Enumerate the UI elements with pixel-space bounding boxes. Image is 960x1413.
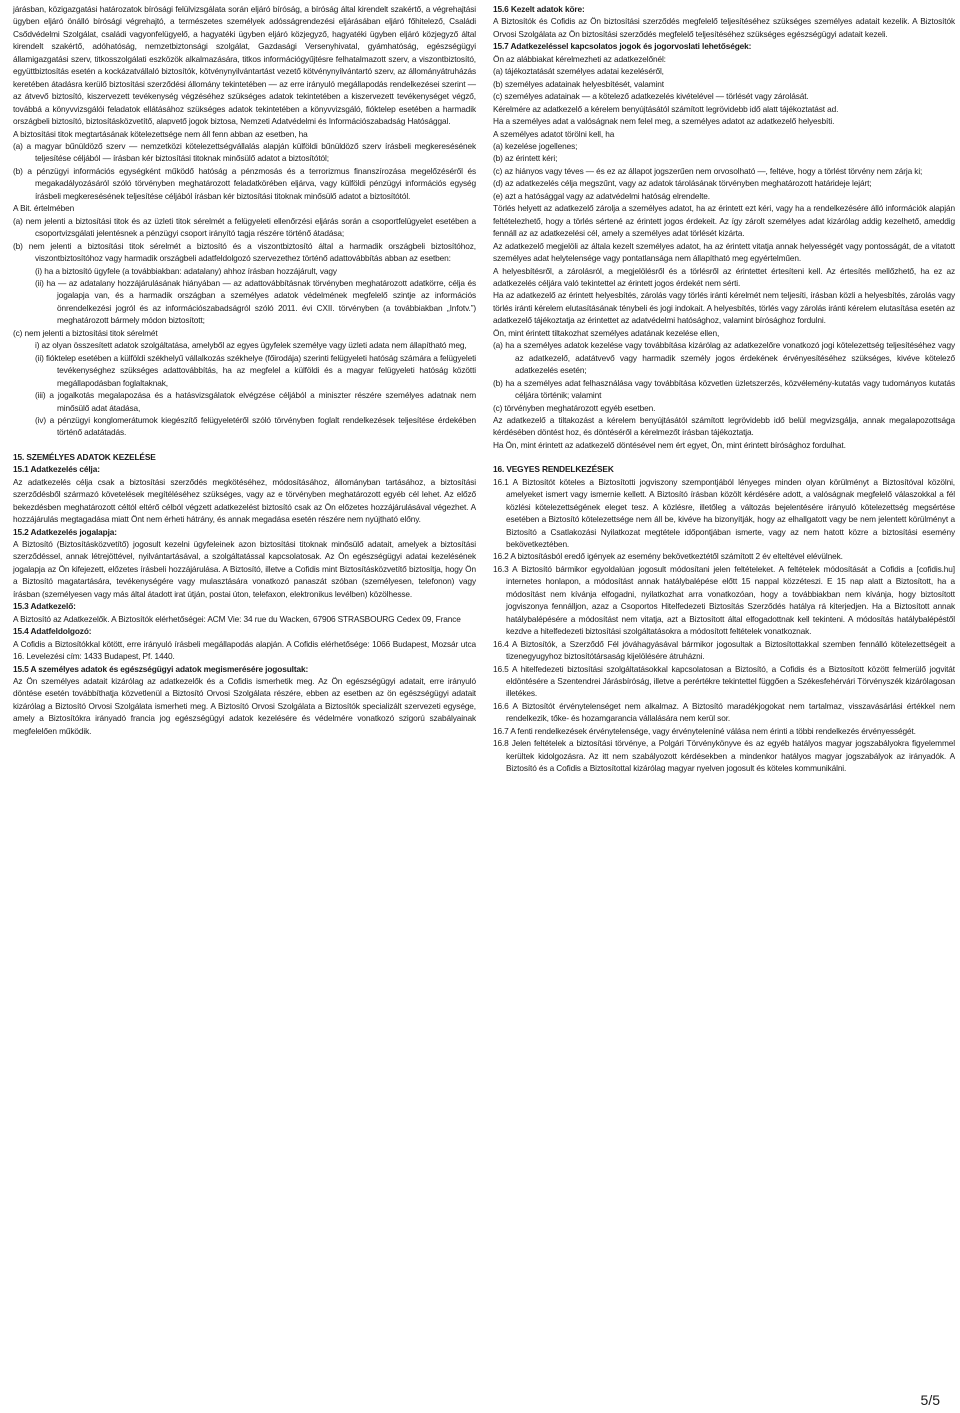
list-item: (b) a pénzügyi információs egységként működő hatóság a pénzmosás és a terrorizmus finanszírozása megelőzéséről és megakadályozásáról szóló törvényben meghatározott feladatkörében eljárva, vagy külföldi pénzügyi információs egység írásbeli megkeresésének teljesítése céljából írásban kér biztosítási titoknak minősülő adatot a biztosítótól. [13, 165, 476, 201]
list-item: (iv) a pénzügyi konglomerátumok kiegészítő felügyeletéről szóló törvényben foglalt rendelkezések teljesítése érdekében történő adatátadás. [35, 414, 476, 438]
section-heading: 15.2 Adatkezelés jogalapja: [13, 526, 117, 537]
paragraph: Ön az alábbiakat kérelmezheti az adatkezelőnél: [493, 53, 666, 64]
paragraph: Kérelmére az adatkezelő a kérelem benyújtásától számított legrövidebb idő alatt tájékoztatást ad. [493, 103, 839, 114]
paragraph: A személyes adatot törölni kell, ha [493, 128, 615, 139]
numbered-clause: 16.4 A Biztosítók, a Szerződő Fél jóváhagyásával bármikor jogosultak a Biztosítottakkal szemben fennálló kötelezettségeit a tizenegyugyhoz biztosítótársaság kijelölésére átruházni. [493, 638, 955, 662]
list-item: (b) nem jelenti a biztosítási titok sérelmét a biztosító és a viszontbiztosító által a harmadik országbeli biztosítóhoz, viszontbiztosítóhoz vagy harmadik országbeli adatfeldolgozó szervezethez történő adattovábbítás abban az esetben: [13, 240, 476, 264]
paragraph: A Bit. értelmében [13, 203, 75, 214]
paragraph: Ha Ön, mint érintett az adatkezelő döntésével nem ért egyet, Ön, mint érintett bírósághoz fordulhat. [493, 439, 846, 450]
section-heading: 16. VEGYES RENDELKEZÉSEK [493, 464, 614, 475]
numbered-clause: 16.6 A Biztosítót érvénytelenséget nem alkalmaz. A Biztosító maradékjogokat nem tartalmaz, visszavásárlási értékkel nem rendelkezik, tőke- és hozamgarancia vállalására nem kerül sor. [493, 700, 955, 724]
numbered-clause: 16.5 A hitelfedezeti biztosítási szolgáltatásokkal kapcsolatosan a Biztosító, a Cofidis és a Biztosított között felmerülő jogvitát eldöntésére a Szentendrei Járásbíróság, illetve a perértékre tekintettel függően a Székesfehérvári Törvényszék kizárólagosan illetékes. [493, 663, 955, 699]
paragraph: A Biztosító (Biztosításközvetítő) jogosult kezelni ügyfeleinek azon biztosítási titoknak minősülő adatait, amelyek a biztosítási szerződéssel, annak létrejöttével, nyilvántartásával, a szolgáltatással kapcsolatosak. Az Ön egészségügyi adatai kezelésének jogalapja az Ön kifejezett, előzetes írásbeli hozzájárulása. A Biztosító, illetve a Cofidis mint Biztosításközvetítő biztosítja, hogy Ön a Biztosító magatartására, tevékenységére vagy mulasztására vonatkozó panaszát szóban (személyesen, telefonon) vagy írásban (személyesen vagy más által átadott irat útján, postai úton, telefaxon, elektronikus levélben) közölhesse. [13, 539, 476, 599]
spacer [493, 451, 955, 463]
list-item: (ii) ha — az adatalany hozzájárulásának hiányában — az adattovábbításnak törvényben meghatározott adatkörre, célja és jogalapja van, és a harmadik országban a személyes adatok védelmének megfelelő szintje az információs önrendelkezési jogról és az információszabadságról szóló 2011. évi CXII. törvényben (a továbbiakban „Infotv.”) meghatározott bármely módon biztosított; [35, 277, 476, 326]
paragraph: Ön, mint érintett tiltakozhat személyes adatának kezelése ellen, [493, 327, 720, 338]
numbered-clause: 16.1 A Biztosítót köteles a Biztosítotti jogviszony szempontjából lényeges minden olyan körülményt a Biztosítóval közölni, amelyeket ismert vagy ismernie kellett. A Biztosító írásban közölt kérdésére adott, a valóságnak megfelelő válaszokkal a fél közlési kötelezettségének eleget tesz. A közlésre, illetőleg a változás bejelentésére irányuló kötelezettség megsértése esetében a Biztosító kötelezettsége nem áll be, kivéve ha bizonyítják, hogy az elhallgatott vagy be nem jelentett körülményt a Biztosító a Csatlakozási Nyilatkozat megtétele időpontjában ismerte, vagy az nem hatott közre a biztosítási esemény bekövetkeztében. [493, 476, 955, 550]
section-heading: 15.7 Adatkezeléssel kapcsolatos jogok és jogorvoslati lehetőségek: [493, 41, 752, 52]
paragraph: (e) azt a hatósággal vagy az adatvédelmi hatóság elrendelte. [493, 190, 710, 201]
list-item: (c) nem jelenti a biztosítási titok sérelmét [13, 327, 158, 338]
list-item: (ii) fióktelep esetében a külföldi székhelyű vállalkozás székhelye (főirodája) szerinti felügyeleti hatóság számára a felügyeleti tevékenységhez szükséges adattovábbítás, ha az megfelel a külföldi és a magyar felügyeleti hatóság közötti megállapodásban foglaltaknak, [35, 352, 476, 388]
right-column [493, 3, 955, 775]
paragraph: (d) az adatkezelés célja megszűnt, vagy az adatok tárolásának törvényben meghatározott határideje lejárt; [493, 178, 872, 189]
paragraph: Az adatkezelő megjelöli az általa kezelt személyes adatot, ha az érintett vitatja annak helyességét vagy pontosságát, de a vitatott személyes adat helytelensége vagy pontatlansága nem állapítható meg egyértelműen. [493, 240, 955, 264]
paragraph: (b) az érintett kéri; [493, 153, 558, 164]
list-item: (a) ha a személyes adatok kezelése vagy továbbítása kizárólag az adatkezelőre vonatkozó jogi kötelezettség teljesítéséhez vagy az adatkezelő, adatátvevő vagy harmadik személy jogos érdekének érvényesítéséhez szükséges, kivéve kötelező adatkezelés esetén; [493, 340, 955, 376]
paragraph: Az adatkezelés célja csak a biztosítási szerződés megkötéséhez, módosításához, állományban tartásához, a biztosítási szerződésből származó követelések megítéléséhez szükséges, vagy az e törvényben meghatározott egyéb cél lehet. Az előző bekezdésben meghatározott céltól eltérő célból végzett adatkezelést biztosító csak az Ön előzetes hozzájárulásával végezhet. A hozzájárulás megtagadása miatt Önt nem érheti hátrány, és annak megadása esetén részére nem nyújtható előny. [13, 476, 476, 525]
numbered-clause: 16.7 A fenti rendelkezések érvénytelensége, vagy érvényteleníné válása nem érinti a többi rendelkezés érvényességét. [493, 725, 916, 736]
paragraph: Ha a személyes adat a valóságnak nem felel meg, a személyes adatot az adatkezelő helyesbíti. [493, 116, 835, 127]
paragraph: A Biztosítók és Cofidis az Ön biztosítási szerződés megfelelő teljesítéséhez szükséges személyes adatait kezelik. A Biztosítók Orvosi Szolgálata az Ön biztosítási szerződés megfelelő teljesítéséhez szükséges egészségügyi adatait kezeli. [493, 16, 955, 39]
paragraph: (a) kezelése jogellenes; [493, 140, 578, 151]
spacer [13, 439, 476, 451]
list-item: (i) ha a biztosító ügyfele (a továbbiakban: adatalany) ahhoz írásban hozzájárult, vagy [35, 265, 337, 276]
section-heading: 15.6 Kezelt adatok köre: [493, 4, 585, 14]
paragraph: A helyesbítésről, a zárolásról, a megjelölésről és a törlésről az érintettet értesíteni kell. Az értesítés mellőzhető, ha ez az adatkezelés céljára való tekintettel az érintett jogos érdekét nem sérti. [493, 265, 955, 288]
numbered-clause: 16.2 A biztosításból eredő igények az esemény bekövetkeztétől számított 2 év elteltével elévülnek. [493, 551, 843, 562]
paragraph: járásban, közigazgatási határozatok bírósági felülvizsgálata során eljáró bíróság, a bíróság által kirendelt szakértő, a végrehajtási ügyben eljáró önálló bírósági végrehajtó, a természetes személyek adósságrendezési eljárásában eljáró főhitelező, Családi Csődvédelmi Szolgálat, családi vagyonfelügyelő, a hagyatéki ügyben eljáró közjegyző, hagyatéki ügyben eljáró közjegyző által kirendelt szakértő, adóhatóság, nemzetbiztonsági szolgálat, Gazdasági Versenyhivatal, gyámhatóság, egészségügyi államigazgatási szerv, titkosszolgálati eszközök alkalmazására, titkos információgyűjtésre felhatalmazott szerv, a viszontbiztosító, együttbiztosítás esetén a kockázatvállaló biztosítók, kötvénynyilvántartást vezető kötvénynyilvántartó szerv, az állományátruházás keretében átadásra kerülő biztosítási szerződési állomány tekintetében — az erre irányuló megállapodás rendelkezései szerint — az átvevő biztosító, kiszervezett tevékenység végzéséhez szükséges adatok tekintetében a kiszervezett tevékenységet végző, továbbá a könyvvizsgálói feladatok ellátásához szükséges adatok tekintetében a könyvvizsgáló, fióktelep esetében a harmadik országbeli biztosító, biztosításközvetítő, alapvető jogok biztosa, Nemzeti Adatvédelmi és Információszabadság Hatósággal. [13, 4, 476, 127]
paragraph: A Biztosító az Adatkezelők. A Biztosítók elérhetőségei: ACM Vie: 34 rue du Wacken, 67906 STRASBOURG Cedex 09, France [13, 613, 461, 624]
paragraph: A Cofidis a Biztosítókkal kötött, erre irányuló írásbeli megállapodás alapján. A Cofidis elérhetősége: 1066 Budapest, Mozsár utca 16. Levelezési cím: 1433 Budapest, Pf. 1440. [13, 638, 476, 662]
paragraph: A biztosítási titok megtartásának kötelezettsége nem áll fenn abban az esetben, ha [13, 128, 308, 139]
section-heading: 15.4 Adatfeldolgozó: [13, 626, 92, 637]
paragraph: (a) tájékoztatását személyes adatai kezeléséről, [493, 66, 664, 77]
paragraph: Törlés helyett az adatkezelő zárolja a személyes adatot, ha az érintett ezt kéri, vagy ha a rendelkezésére álló információk alapján feltételezhető, hogy a törlés sértené az érintett jogos érdekeit. Az így zárolt személyes adat kizárólag addig kezelhető, ameddig fennáll az az adatkezelési cél, amely a személyes adat törlését kizárta. [493, 203, 955, 239]
list-item: (a) nem jelenti a biztosítási titok és az üzleti titok sérelmét a felügyeleti ellenőrzési eljárás során a csoportfelügyelet esetében a csoportvizsgálati jelentésnek a pénzügyi csoport irányító tagja részére történő átadása; [13, 215, 476, 239]
list-item: i) az olyan összesített adatok szolgáltatása, amelyből az egyes ügyfelek személye vagy üzleti adata nem állapítható meg, [35, 340, 467, 351]
list-item: (iii) a jogalkotás megalapozása és a hatásvizsgálatok elvégzése céljából a miniszter részére személyes adatnak nem minősülő adat átadása, [35, 390, 476, 413]
list-item: (a) a magyar bűnüldöző szerv — nemzetközi kötelezettségvállalás alapján külföldi bűnüldöző szerv írásbeli megkeresésének teljesítése céljából — írásban kér biztosítási titoknak minősülő adatot a biztosítótól; [13, 140, 476, 164]
numbered-clause: 16.8 Jelen feltételek a biztosítási törvénye, a Polgári Törvénykönyve és az egyéb hatályos magyar jogszabályokra figyelemmel kerültek kidolgozásra. Az itt nem szabályozott kérdésekben a mindenkor hatályos magyar jogszabályok az irányadók. A Biztosító és a Cofidis a Biztosítottal kizárólag magyar nyelven jogosult és köteles kommunikálni. [493, 738, 955, 774]
section-heading: 15.5 A személyes adatok és egészségügyi adatok megismerésére jogosultak: [13, 663, 309, 674]
page-number: 5/5 [920, 1392, 940, 1408]
section-heading: 15.1 Adatkezelés célja: [13, 464, 100, 475]
paragraph: (c) személyes adatainak — a kötelező adatkezelés kivételével — törlését vagy zárolását. [493, 91, 809, 102]
paragraph: Ha az adatkezelő az érintett helyesbítés, zárolás vagy törlés iránti kérelmét nem teljesíti, írásban közli a helyesbítés, zárolás vagy törlés iránti kérelem elutasításának ténybeli és jogi indokait. A helyesbítés, törlés vagy zárolás iránti kérelem elutasítása esetén az adatkezelő tájékoztatja az érintettet az adatvédelmi hatósághoz, valamint bírósághoz fordulni. [493, 290, 955, 326]
paragraph: (c) az hiányos vagy téves — és ez az állapot jogszerűen nem orvosolható —, feltéve, hogy a törlést törvény nem zárja ki; [493, 165, 923, 176]
section-heading: 15.3 Adatkezelő: [13, 601, 76, 612]
section-heading: 15. SZEMÉLYES ADATOK KEZELÉSE [13, 451, 156, 462]
list-item: (b) ha a személyes adat felhasználása vagy továbbítása közvetlen üzletszerzés, közvélemény-kutatás vagy tudományos kutatás céljára történik; valamint [493, 377, 955, 401]
numbered-clause: 16.3 A Biztosító bármikor egyoldalúan jogosult módosítani jelen feltételeket. A feltételek módosítását a Cofidis a [cofidis.hu] internetes honlapon, a módosítást annak hatálybalépése előtt 15 nappal közzéteszi. E 15 nap alatt a Biztosított, ha a módosítást nem kívánja elfogadni, nyilatkozhat arra vonatkozóan, hogy a továbbiakban nem kívánja, hogy biztosított jogviszonya fennálljon, azaz a Csoportos Hitelfedezeti Biztosítás Szerződés hatálya rá kiterjedjen. Ha a Biztosított annak hatálybalépésére a módosítást nem vitatja, azt a Biztosított által elfogadottnak kell tekinteni. A módosítás hatálybalépéstől kezdve a hitelfedezeti biztosítási szolgáltatásokra a módosított feltételek vonatkoznak. [493, 563, 955, 637]
list-item: (c) törvényben meghatározott egyéb esetben. [493, 402, 656, 413]
paragraph: (b) személyes adatainak helyesbítését, valamint [493, 78, 664, 89]
paragraph: Az adatkezelő a tiltakozást a kérelem benyújtásától számított legrövidebb idő belül megvizsgálja, annak megalapozottsága kérdésében döntést hoz, és döntéséről a kérelmezőt írásban tájékoztatja. [493, 414, 955, 438]
left-column [13, 3, 476, 737]
paragraph: Az Ön személyes adatait kizárólag az adatkezelők és a Cofidis ismerhetik meg. Az Ön egészségügyi adatait, erre irányuló döntése esetén továbbíthatja közvetlenül a Biztosító Orvosi Szolgálata részére, ebben az esetben az ön egészségügyi adatait kizárólag a Biztosító Orvosi Szolgálata ismerheti meg. A Biztosító Orvosi Szolgálata a Biztosítók specializált szervezeti egysége, amely a Biztosítókra irányadó francia jog egészségügyi adatok kezelésére és védelmére vonatkozó szigorú szabályainak megfelelően működik. [13, 676, 476, 736]
